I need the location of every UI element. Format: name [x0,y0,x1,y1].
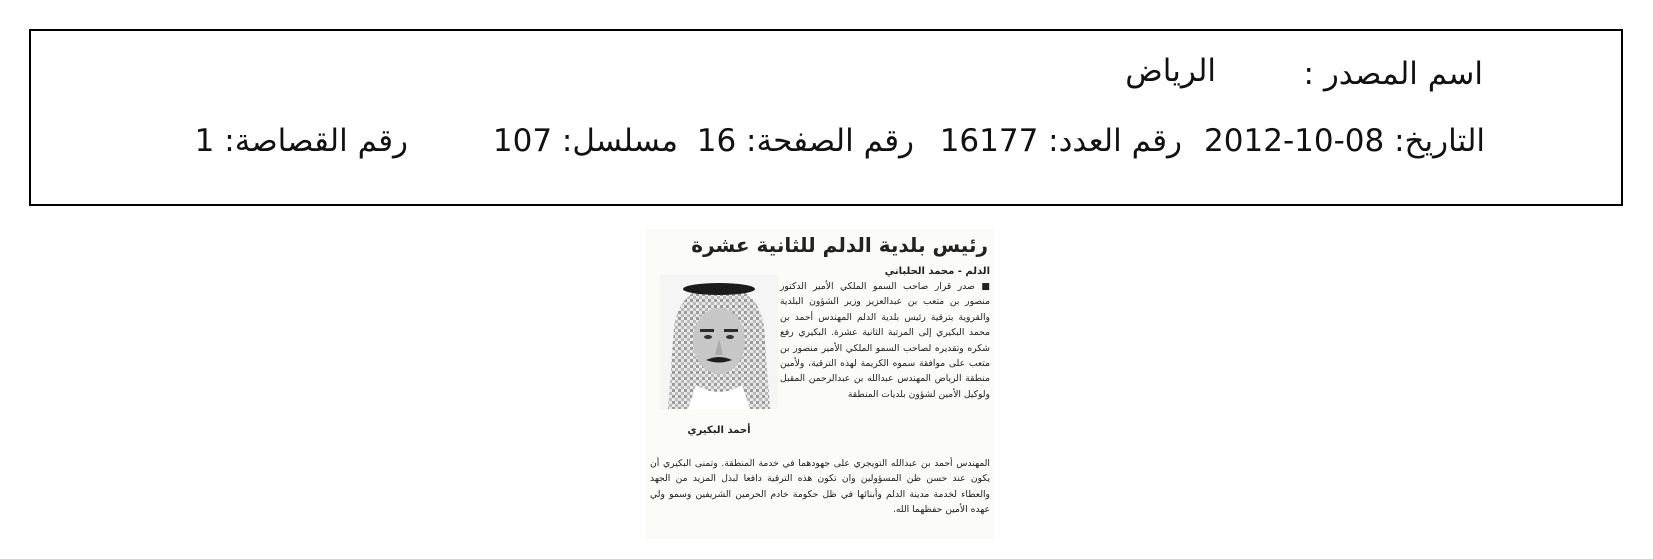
issue-number: رقم العدد: 16177 [939,123,1182,159]
article-headline: رئيس بلدية الدلم للثانية عشرة [691,233,988,257]
source-label: اسم المصدر : [1303,56,1483,92]
article-byline: الدلم - محمد الحلباني [884,266,990,277]
serial-number: مسلسل: 107 [492,123,678,159]
photo-caption: أحمد البكيري [687,425,751,436]
date-field: التاريخ: 08-10-2012 [1204,123,1485,159]
page-number: رقم الصفحة: 16 [696,123,914,159]
article-body-bottom: المهندس أحمد بن عبدالله التويجري على جهودهما في خدمة المنطقة. وتمنى البكيري أن يكون عند حسن ظن المسؤولين وان تكون هذه الترقية دافعا لبذل المزيد من الجهد والعطاء لخدمة مدينة الدلم وأبنائها في ظل حكومة خادم الحرمين الشريفين وسمو ولي عهده الأمين حفظهما الله. [650,458,990,516]
clipping-number: رقم القصاصة: 1 [194,123,408,159]
article-body-full-width [650,456,990,518]
article-body-column [780,279,990,402]
article-body-side: ■ صدر قرار صاحب السمو الملكي الأمير الدكتور منصور بن متعب بن عبدالعزيز وزير الشؤون البلدية والقروية بترقية رئيس بلدية الدلم المهندس أحمد بن محمد البكيري إلى المرتبة الثانية عشرة. البكيري رفع شكره وتقديره لصاحب السمو الملكي الأمير منصور بن متعب على موافقة سموه الكريمة لهذه الترقية، ولأمين منطقة الرياض المهندس عبدالله بن عبدالرحمن المقبل ولوكيل الأمين لشؤون بلديات المنطقة [780,281,990,400]
source-value: الرياض [1125,53,1216,89]
portrait-illustration [660,275,778,409]
source-info-box [29,29,1623,206]
newspaper-clipping [646,229,994,539]
person-photo [660,275,778,409]
